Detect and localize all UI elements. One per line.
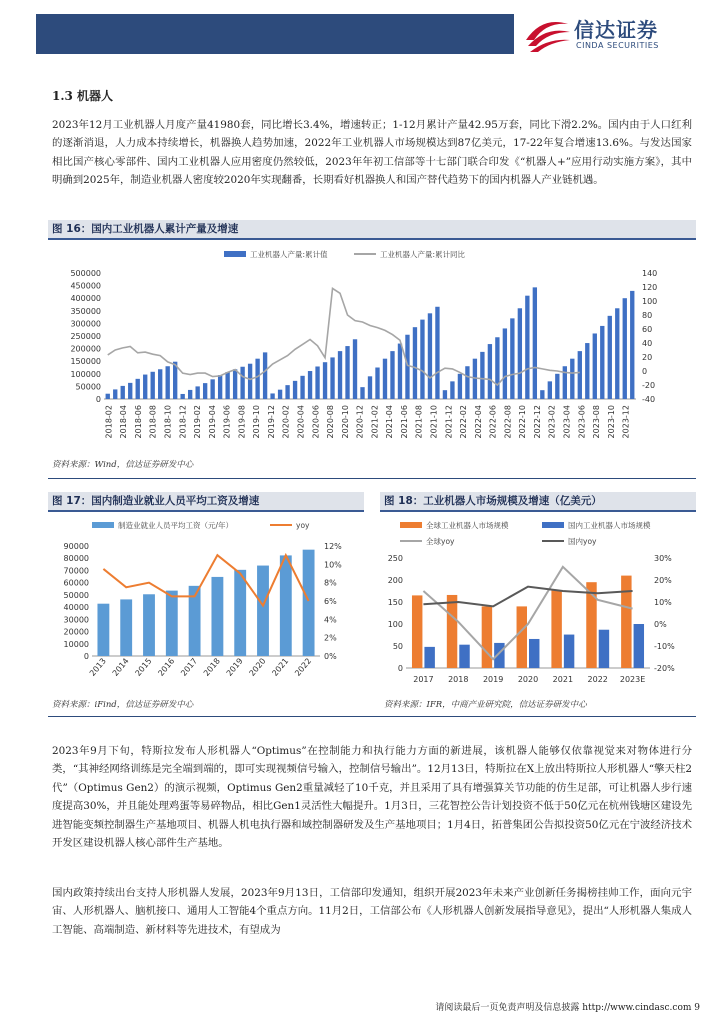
fig16-x-tick: 2022-06 <box>488 405 498 439</box>
fig17-y-left-tick: 50000 <box>63 590 89 600</box>
fig16-bar <box>488 344 492 399</box>
fig16-bar <box>465 366 469 399</box>
fig16-x-tick: 2019-04 <box>207 405 217 439</box>
fig16-x-tick: 2022-10 <box>518 405 528 439</box>
fig18-y-right-tick: 30% <box>654 554 672 563</box>
fig16-bar <box>555 374 559 399</box>
fig16-y-right-tick: 0 <box>642 367 648 376</box>
fig18-y-left-tick: 150 <box>387 598 403 607</box>
fig17-y-right-tick: 2% <box>324 633 337 643</box>
fig17-svg <box>48 514 364 694</box>
fig16-bar <box>263 352 267 399</box>
fig16-bar <box>240 367 244 399</box>
fig16-x-tick: 2021-02 <box>370 405 380 439</box>
fig17-source: 资料来源：iFind，信达证券研发中心 <box>52 700 194 710</box>
fig16-bar <box>450 381 454 399</box>
paragraph-2: 2023年9月下旬，特斯拉发布人形机器人“Optimus”在控制能力和执行能力方面的新进展，该机器人能够仅依靠视觉来对物体进行分类，“其神经网络训练是完全端到端的，即可实现视频信号输入，控制信号输出”。12月13日，特斯拉在X上放出特斯拉人形机器人“擎天柱2代”（Optimus Gen2）的演示视频，Optimus Gen2重量减轻了10千克，并且采用了具有增强算关节功能的仿生足部，可让机器人步行速度提高30%，并且能处理鸡蛋等易碎物品，相比Gen1灵活性大幅提升。1月3日，三花智控公告计划投资不低于50亿元在杭州钱塘区建设先进智能变频控制器生产基地项目、机器人机电执行器和域控制器研发及生产基地项目；1月4日，拓普集团公告拟投资50亿元在宁波经济技术开发区建设机器人核心部件生产基地。 <box>52 745 692 850</box>
fig16-bar <box>360 387 364 399</box>
fig16-x-tick: 2020-04 <box>296 405 306 439</box>
fig18-bar-china <box>599 630 609 668</box>
fig16-x-tick: 2022-02 <box>459 405 469 439</box>
fig16-y-left-tick: 400000 <box>70 294 101 304</box>
fig16-x-tick: 2020-08 <box>326 405 336 439</box>
fig17-bar <box>234 570 246 656</box>
fig17-y-left-tick: 40000 <box>63 603 89 613</box>
fig16-y-right-tick: 40 <box>642 339 653 348</box>
fig16-source: 资料来源：Wind，信达证券研发中心 <box>52 460 194 470</box>
fig18-bar-global <box>551 591 561 668</box>
logo-swoosh-icon <box>522 10 572 58</box>
fig17-y-right-tick: 12% <box>324 542 342 551</box>
fig17-y-left-tick: 30000 <box>63 615 89 625</box>
fig16-x-tick: 2020-02 <box>281 405 291 439</box>
fig16-x-tick: 2020-12 <box>355 405 365 439</box>
fig16-bar <box>345 346 349 399</box>
fig16-bar <box>143 375 147 399</box>
fig16-x-tick: 2021-08 <box>414 405 424 439</box>
fig16-y-left-tick: 250000 <box>70 332 101 341</box>
fig16-y-left-tick: 450000 <box>70 281 101 291</box>
fig17-x-tick: 2017 <box>179 656 200 678</box>
fig16-bar <box>630 291 634 399</box>
fig16-x-tick: 2019-08 <box>237 405 247 439</box>
fig18-y-right-tick: 20% <box>654 576 672 585</box>
fig16-y-right-tick: 140 <box>642 269 658 278</box>
fig16-y-right-tick: 60 <box>642 325 653 334</box>
fig16-y-right-tick: -20 <box>642 381 656 390</box>
fig16-bar <box>435 307 439 399</box>
fig16-y-left-tick: 100000 <box>70 369 101 379</box>
fig18-bar-china <box>634 624 644 668</box>
fig16-y-right-tick: -40 <box>642 395 656 404</box>
fig16-legend-label-bar: 工业机器人产量:累计值 <box>250 250 328 259</box>
fig17-x-tick: 2015 <box>133 656 154 678</box>
fig17-bar <box>280 555 292 656</box>
fig16-y-right-tick: 80 <box>642 311 653 320</box>
fig16-x-tick: 2021-12 <box>444 405 454 439</box>
fig16-title-rule <box>48 238 696 240</box>
fig16-bar <box>158 369 162 399</box>
fig17-title-rule <box>48 510 364 512</box>
fig16-bar <box>510 318 514 399</box>
fig16-bar <box>308 371 312 399</box>
fig16-bar <box>225 372 229 399</box>
fig16-bar <box>270 393 274 399</box>
fig17-bar <box>257 566 269 656</box>
fig17-y-right-tick: 6% <box>324 597 337 606</box>
fig17-title: 图 17：国内制造业就业人员平均工资及增速 <box>48 492 364 510</box>
fig18-bar-global <box>412 595 422 668</box>
fig16-bar <box>300 376 304 399</box>
fig16-x-tick: 2021-10 <box>429 405 439 439</box>
fig16-bar <box>375 368 379 400</box>
fig17-x-tick: 2014 <box>110 656 131 678</box>
fig16-y-left-tick: 200000 <box>70 344 101 354</box>
fig18-x-tick: 2021 <box>552 675 574 684</box>
fig18-legend-label-global-bar: 全球工业机器人市场规模 <box>426 521 509 530</box>
fig18-y-right-tick: 0% <box>654 620 667 629</box>
fig17-legend-swatch-bar <box>92 522 114 528</box>
fig16-x-tick: 2023-08 <box>592 405 602 439</box>
fig16-bar <box>323 362 327 399</box>
fig16-bar <box>428 313 432 399</box>
fig17-y-left-tick: 0 <box>83 652 89 661</box>
paragraph-1: 2023年12月工业机器人月度产量41980套，同比增长3.4%，增速转正；1-12月累计产量42.95万套，同比下滑2.2%。国内由于人口红利的逐渐消退，人力成本持续增长，机器换人趋势加速，2022年工业机器人市场规模达到87亿美元，17-22年复合增速13.6%。与发达国家相比国产核心零部件、国内工业机器人应用密度仍然较低，2023年年初工信部等十七部门联合印发《“机器人+”应用行动实施方案》，其中明确到2025年，制造业机器人密度较2020年实现翻番，长期看好机器换人和国产替代趋势下的国内机器人产业链机遇。 <box>52 119 692 187</box>
fig16-x-tick: 2019-06 <box>222 405 232 439</box>
fig16-bar <box>218 375 222 399</box>
fig16-x-tick: 2023-06 <box>577 405 587 439</box>
fig16-x-tick: 2018-02 <box>104 405 114 439</box>
logo-text-en: CINDA SECURITIES <box>576 41 659 50</box>
fig18-legend-label-global-line: 全球yoy <box>426 537 455 546</box>
fig16-bar <box>166 366 170 399</box>
fig16-bar <box>368 376 372 399</box>
fig16-y-right-tick: 100 <box>642 297 658 306</box>
fig17-y-left-tick: 20000 <box>63 627 89 637</box>
fig17-bar <box>97 604 109 656</box>
fig16-bar <box>293 381 297 399</box>
fig18-bar-china <box>564 635 574 668</box>
fig16-bar <box>390 351 394 399</box>
fig16-x-tick: 2019-02 <box>193 405 203 439</box>
fig16-bar <box>315 366 319 399</box>
fig18-legend-label-china-line: 国内yoy <box>568 537 597 546</box>
fig16-bar <box>330 357 334 399</box>
fig16-y-left-tick: 300000 <box>70 319 101 329</box>
fig16-bar <box>338 351 342 399</box>
fig16-bar <box>480 352 484 399</box>
fig18-svg <box>380 514 696 694</box>
fig17-legend-label-line: yoy <box>296 521 310 530</box>
fig16-separator <box>48 478 696 479</box>
fig18-x-tick: 2020 <box>517 675 539 684</box>
paragraph-3: 国内政策持续出台支持人形机器人发展，2023年9月13日，工信部印发通知，组织开展2023年未来产业创新任务揭榜挂帅工作，面向元宇宙、人形机器人、脑机接口、通用人工智能4个重点方向。11月2日，工信部公布《人形机器人创新发展指导意见》，提出“人形机器人集成人工智能、高端制造、新材料等先进技术，有望成为 <box>52 887 692 936</box>
fig16-bar <box>413 327 417 399</box>
fig16-x-tick: 2023-04 <box>562 405 572 439</box>
fig16-bar <box>600 326 604 399</box>
fig16-bar <box>458 374 462 399</box>
fig17-x-tick: 2022 <box>293 656 314 678</box>
fig18-legend-swatch-china-bar <box>542 522 564 528</box>
fig16-y-left-tick: 500000 <box>70 269 101 278</box>
fig17-x-tick: 2020 <box>247 656 268 678</box>
fig16-bar <box>578 351 582 399</box>
fig17-bar <box>143 594 155 656</box>
fig16-x-tick: 2021-06 <box>399 405 409 439</box>
fig16-x-tick: 2019-10 <box>252 405 262 439</box>
fig16-x-tick: 2018-04 <box>119 405 129 439</box>
fig16-title: 图 16：国内工业机器人累计产量及增速 <box>48 220 696 238</box>
fig17-x-tick: 2016 <box>156 656 177 678</box>
fig18-legend-label-china-bar: 国内工业机器人市场规模 <box>568 521 651 530</box>
fig16-bar <box>106 394 110 399</box>
fig16-bar <box>608 316 612 399</box>
fig16-x-tick: 2022-08 <box>503 405 513 439</box>
fig16-bar <box>278 390 282 399</box>
fig16-x-tick: 2018-12 <box>178 405 188 439</box>
fig16-bar <box>405 335 409 399</box>
fig16-bar <box>383 359 387 399</box>
fig16-bar <box>181 394 185 399</box>
fig16-bar <box>128 383 132 399</box>
fig-pair-separator <box>48 716 696 717</box>
fig17-x-tick: 2018 <box>201 656 222 678</box>
fig17-y-left-tick: 90000 <box>63 542 89 551</box>
fig17-legend-label-bar: 制造业就业人员平均工资（元/年） <box>118 521 234 530</box>
fig16-x-tick: 2020-10 <box>340 405 350 439</box>
fig16-bar <box>563 366 567 399</box>
fig16-bar <box>285 385 289 399</box>
fig18-title: 图 18：工业机器人市场规模及增速（亿美元） <box>380 492 696 510</box>
fig18-bar-china <box>529 639 539 668</box>
fig16-y-left-tick: 150000 <box>70 357 101 367</box>
logo-text-cn: 信达证券 <box>574 18 658 42</box>
fig16-x-tick: 2019-12 <box>266 405 276 439</box>
fig18-bar-global <box>447 595 457 668</box>
fig16-bar <box>233 369 237 399</box>
fig18-x-tick: 2019 <box>482 675 504 684</box>
fig16-bar <box>495 337 499 399</box>
fig17-bar <box>166 591 178 656</box>
fig18-bar-china <box>459 645 469 668</box>
fig16-x-tick: 2023-02 <box>547 405 557 439</box>
fig16-x-tick: 2018-06 <box>133 405 143 439</box>
company-logo <box>522 10 702 58</box>
fig17-x-tick: 2013 <box>87 656 108 678</box>
fig16-bar <box>525 296 529 399</box>
page-footer: 请阅读最后一页免责声明及信息披露 http://www.cindasc.com 9 <box>435 1003 700 1013</box>
fig16-bar <box>203 383 207 399</box>
fig17-y-right-tick: 0% <box>324 652 337 661</box>
fig16-bar <box>210 379 214 399</box>
fig16-bar <box>195 386 199 399</box>
fig18-x-tick: 2018 <box>448 675 469 684</box>
fig16-bar <box>585 343 589 399</box>
fig17-y-right-tick: 4% <box>324 615 337 625</box>
fig16-bar <box>121 386 125 399</box>
fig18-y-left-tick: 50 <box>392 642 403 651</box>
fig16-bar <box>548 381 552 399</box>
fig18-source: 资料来源：IFR，中商产业研究院，信达证券研发中心 <box>384 700 587 710</box>
fig16-bar <box>540 390 544 399</box>
fig17-x-tick: 2021 <box>270 656 291 678</box>
fig18-bar-global <box>517 606 527 668</box>
fig16-legend-label-line: 工业机器人产量:累计同比 <box>380 250 466 259</box>
fig17-y-right-tick: 10% <box>324 560 342 570</box>
fig16-x-tick: 2022-12 <box>532 405 542 439</box>
fig16-x-tick: 2018-10 <box>163 405 173 439</box>
fig16-bar <box>420 320 424 399</box>
section-title: 1.3 机器人 <box>52 89 114 103</box>
fig16-x-tick: 2018-08 <box>148 405 158 439</box>
fig16-bar <box>623 298 627 399</box>
fig18-y-left-tick: 200 <box>387 576 403 585</box>
fig18-bar-china <box>424 647 434 668</box>
fig17-x-tick: 2019 <box>224 656 245 678</box>
fig16-bar <box>248 364 252 399</box>
fig16-y-left-tick: 350000 <box>70 306 101 316</box>
fig18-title-rule <box>380 510 696 512</box>
fig16-bar <box>443 390 447 399</box>
fig18-bar-global <box>482 606 492 668</box>
fig18-y-right-tick: -10% <box>654 642 675 651</box>
fig16-y-left-tick: 50000 <box>75 382 101 392</box>
fig18-x-tick: 2017 <box>413 675 434 684</box>
fig16-x-tick: 2023-10 <box>606 405 616 439</box>
fig18-legend-swatch-global-bar <box>400 522 422 528</box>
fig16-yoy-line <box>108 288 580 385</box>
fig18-y-left-tick: 250 <box>387 554 403 563</box>
fig18-y-left-tick: 100 <box>387 620 403 629</box>
fig16-y-left-tick: 0 <box>95 395 101 404</box>
fig17-bar <box>303 550 315 656</box>
fig16-bar <box>136 379 140 399</box>
fig16-bar <box>188 390 192 399</box>
fig17-bar <box>120 599 132 656</box>
fig16-bar <box>533 287 537 399</box>
fig17-yoy-line <box>103 555 308 605</box>
fig17-y-left-tick: 60000 <box>63 578 89 588</box>
fig18-x-tick: 2022 <box>587 675 608 684</box>
fig17-y-left-tick: 10000 <box>63 639 89 649</box>
fig16-bar <box>113 389 117 399</box>
fig18-bar-global <box>621 576 631 668</box>
fig16-bar <box>151 372 155 399</box>
fig18-y-right-tick: 10% <box>654 598 672 607</box>
fig16-y-right-tick: 120 <box>642 283 658 292</box>
fig16-x-tick: 2023-12 <box>621 405 631 439</box>
fig16-bar <box>570 359 574 399</box>
fig16-bar <box>353 339 357 399</box>
fig16-x-tick: 2020-06 <box>311 405 321 439</box>
fig18-y-right-tick: -20% <box>654 664 675 673</box>
fig16-x-tick: 2021-04 <box>385 405 395 439</box>
header-band <box>36 14 514 54</box>
fig16-bar <box>615 308 619 399</box>
fig16-legend-swatch-bar <box>224 251 246 257</box>
fig16-bar <box>593 333 597 399</box>
fig16-bar <box>503 328 507 399</box>
fig16-svg <box>48 243 696 455</box>
fig17-bar <box>211 577 223 656</box>
fig17-y-right-tick: 8% <box>324 578 337 588</box>
fig16-bar <box>398 344 402 399</box>
fig17-y-left-tick: 70000 <box>63 566 89 576</box>
fig18-x-tick: 2023E <box>619 675 646 684</box>
fig18-y-left-tick: 0 <box>397 664 403 673</box>
fig16-bar <box>518 308 522 399</box>
fig17-y-left-tick: 80000 <box>63 554 89 564</box>
fig16-x-tick: 2022-04 <box>473 405 483 439</box>
fig16-y-right-tick: 20 <box>642 353 653 362</box>
fig16-bar <box>255 359 259 399</box>
